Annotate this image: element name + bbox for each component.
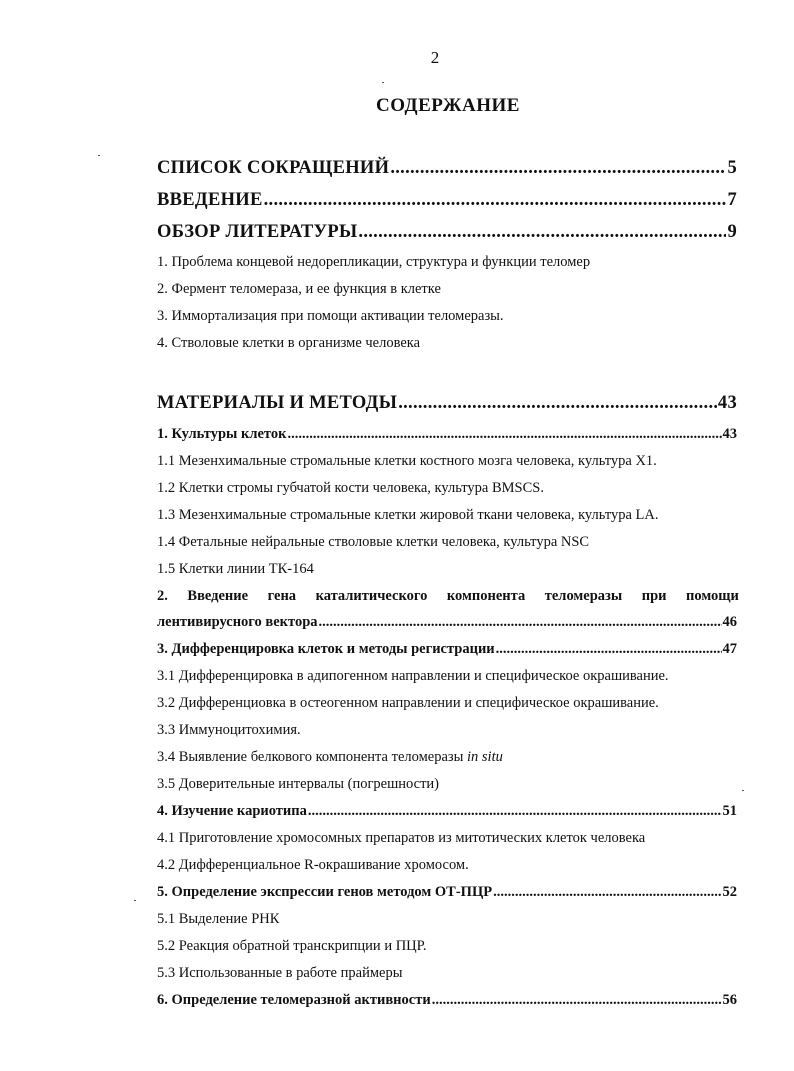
toc-entry-label: 3. Дифференцировка клеток и методы регистрации bbox=[157, 641, 495, 657]
dot-leader bbox=[398, 393, 717, 414]
dot-leader bbox=[319, 614, 722, 631]
toc-subentry[interactable]: 5.3 Использованные в работе праймеры bbox=[157, 965, 403, 981]
scan-speck bbox=[134, 900, 136, 901]
toc-entry-label: МАТЕРИАЛЫ И МЕТОДЫ bbox=[157, 393, 398, 413]
toc-word: гена bbox=[267, 588, 297, 604]
toc-subentry[interactable]: 2. Фермент теломераза, и ее функция в клетке bbox=[157, 281, 441, 297]
toc-entry-label: ОБЗОР ЛИТЕРАТУРЫ bbox=[157, 222, 358, 242]
italic-term: in situ bbox=[467, 749, 503, 765]
dot-leader bbox=[308, 803, 722, 820]
dot-leader bbox=[496, 641, 722, 658]
toc-subentry[interactable]: 3. Иммортализация при помощи активации теломеразы. bbox=[157, 308, 504, 324]
toc-page-number: 9 bbox=[727, 222, 737, 242]
scan-speck bbox=[742, 790, 744, 791]
toc-subentry[interactable]: 1.1 Мезенхимальные стромальные клетки костного мозга человека, культура X1. bbox=[157, 453, 657, 469]
toc-page-number: 7 bbox=[727, 190, 737, 210]
toc-entry-label: лентивирусного вектора bbox=[157, 614, 318, 630]
toc-entry-materials-methods[interactable] bbox=[157, 393, 737, 414]
toc-word: 2. bbox=[157, 588, 168, 604]
toc-subentry[interactable]: 4. Стволовые клетки в организме человека bbox=[157, 335, 421, 351]
toc-entry-cell-cultures[interactable] bbox=[157, 426, 737, 443]
page-title: СОДЕРЖАНИЕ bbox=[376, 95, 520, 116]
toc-subentry[interactable]: 4.2 Дифференциальное R-окрашивание хромосом. bbox=[157, 857, 469, 873]
toc-subentry[interactable]: 1.4 Фетальные нейральные стволовые клетки человека, культура NSC bbox=[157, 534, 590, 550]
dot-leader bbox=[432, 992, 722, 1009]
toc-word: Введение bbox=[187, 588, 249, 604]
scan-speck bbox=[98, 155, 100, 156]
toc-subentry[interactable]: 3.2 Дифференциовка в остеогенном направлении и специфическое окрашивание. bbox=[157, 695, 659, 711]
toc-subentry[interactable]: 4.1 Приготовление хромосомных препаратов из митотических клеток человека bbox=[157, 830, 646, 846]
toc-entry-lentiviral-vector[interactable] bbox=[157, 614, 737, 631]
toc-word: при bbox=[641, 588, 667, 604]
toc-page-number: 51 bbox=[722, 803, 737, 819]
toc-entry-gene-introduction[interactable] bbox=[157, 588, 739, 605]
toc-word: каталитического bbox=[315, 588, 428, 604]
toc-entry-differentiation[interactable] bbox=[157, 641, 737, 658]
toc-word: компонента bbox=[446, 588, 526, 604]
toc-subentry[interactable]: 3.5 Доверительные интервалы (погрешности) bbox=[157, 776, 440, 792]
dot-leader bbox=[264, 190, 727, 211]
toc-subentry[interactable]: 1.5 Клетки линии ТК-164 bbox=[157, 561, 314, 577]
toc-page-number: 46 bbox=[722, 614, 737, 630]
toc-subentry-text: 3.4 Выявление белкового компонента теломеразы bbox=[157, 749, 467, 765]
page-number: 2 bbox=[430, 48, 440, 67]
toc-entry-label: 4. Изучение кариотипа bbox=[157, 803, 307, 819]
dot-leader bbox=[493, 884, 721, 901]
toc-entry-label: СПИСОК СОКРАЩЕНИЙ bbox=[157, 158, 390, 178]
toc-word: теломеразы bbox=[544, 588, 623, 604]
toc-entry-label: 1. Культуры клеток bbox=[157, 426, 287, 442]
toc-entry-label: ВВЕДЕНИЕ bbox=[157, 190, 263, 210]
toc-page-number: 52 bbox=[722, 884, 737, 900]
toc-entry-introduction[interactable] bbox=[157, 190, 737, 211]
toc-page-number: 43 bbox=[722, 426, 737, 442]
toc-subentry[interactable]: 3.1 Дифференцировка в адипогенном направлении и специфическое окрашивание. bbox=[157, 668, 669, 684]
toc-page-number: 43 bbox=[717, 393, 737, 413]
toc-subentry[interactable]: 1. Проблема концевой недорепликации, структура и функции теломер bbox=[157, 254, 591, 270]
toc-entry-gene-expression[interactable] bbox=[157, 884, 737, 901]
toc-page-number: 5 bbox=[727, 158, 737, 178]
toc-entry-telomerase-activity[interactable] bbox=[157, 992, 737, 1009]
scan-speck bbox=[382, 82, 384, 83]
toc-subentry[interactable]: 1.2 Клетки стромы губчатой кости человека, культура BMSCS. bbox=[157, 480, 544, 496]
toc-subentry[interactable]: 5.1 Выделение РНК bbox=[157, 911, 280, 927]
toc-entry-label: 6. Определение теломеразной активности bbox=[157, 992, 431, 1008]
dot-leader bbox=[390, 158, 726, 179]
toc-subentry[interactable]: 1.3 Мезенхимальные стромальные клетки жировой ткани человека, культура LA. bbox=[157, 507, 659, 523]
dot-leader bbox=[358, 222, 726, 243]
toc-entry-abbreviations[interactable] bbox=[157, 158, 737, 179]
toc-subentry[interactable]: 3.3 Иммуноцитохимия. bbox=[157, 722, 301, 738]
toc-subentry[interactable] bbox=[157, 749, 503, 766]
dot-leader bbox=[287, 426, 721, 443]
toc-entry-label: 5. Определение экспрессии генов методом ОТ-ПЦР bbox=[157, 884, 493, 900]
toc-page-number: 47 bbox=[722, 641, 737, 657]
toc-page-number: 56 bbox=[722, 992, 737, 1008]
toc-entry-karyotype[interactable] bbox=[157, 803, 737, 820]
toc-entry-literature-review[interactable] bbox=[157, 222, 737, 243]
toc-subentry[interactable]: 5.2 Реакция обратной транскрипции и ПЦР. bbox=[157, 938, 427, 954]
toc-word: помощи bbox=[686, 588, 739, 604]
